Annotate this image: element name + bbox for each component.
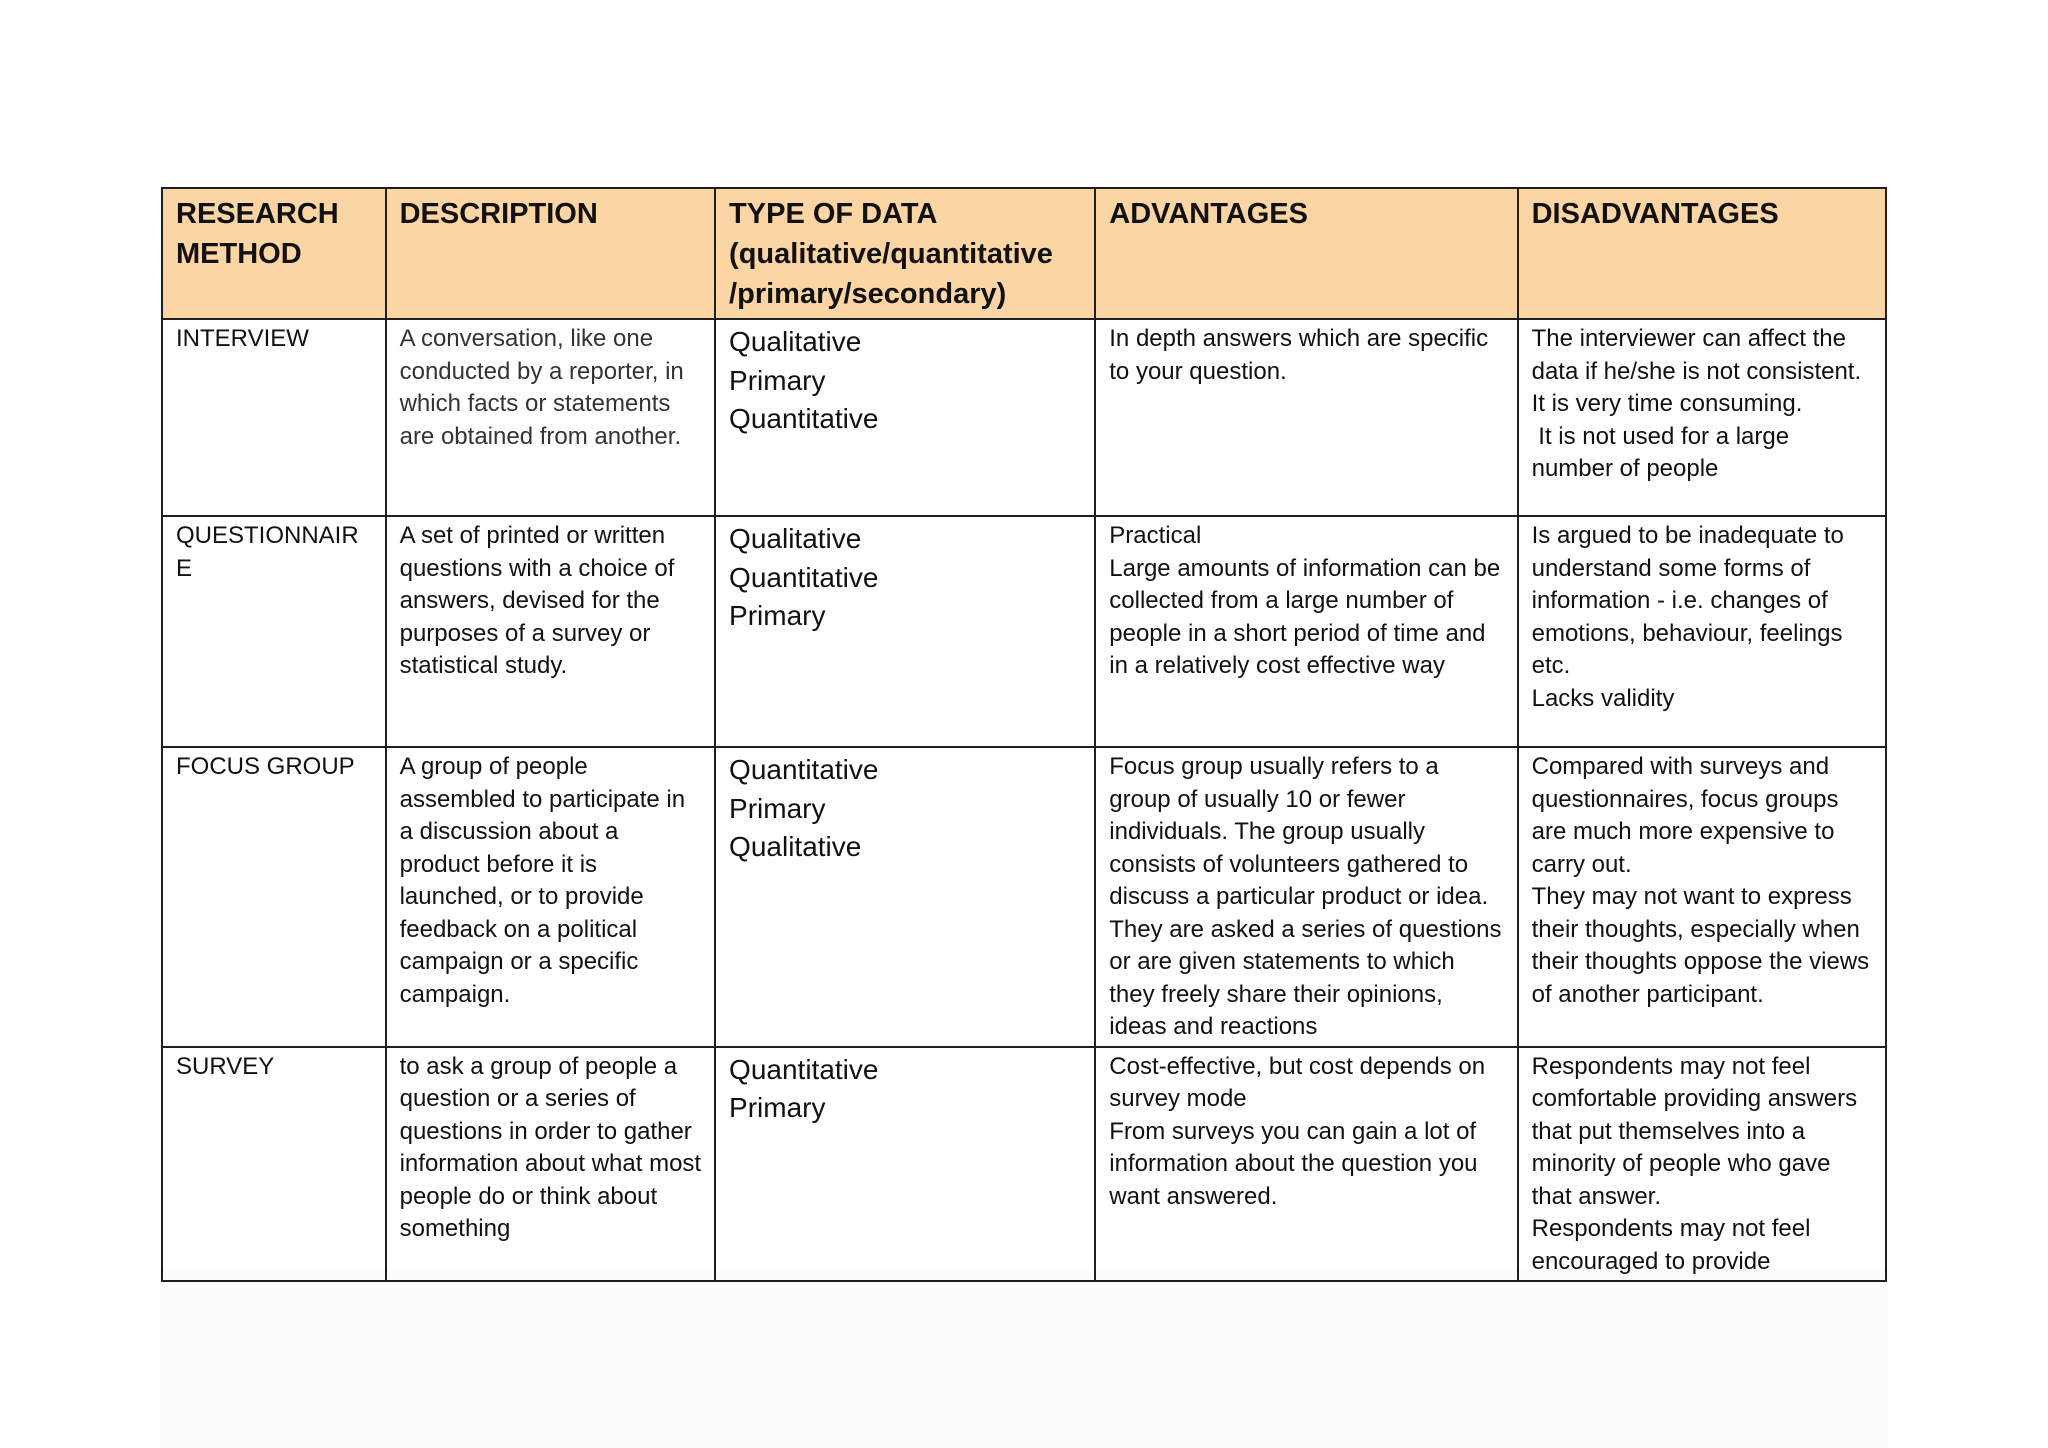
type-item: Primary: [729, 1092, 826, 1123]
advantage-item: Cost-effective, but cost depends on survey mode: [1109, 1052, 1492, 1112]
type-item: Primary: [729, 364, 826, 396]
cell-description: A set of printed or written questions with a choice of answers, devised for the purposes of a survey or statistical study.: [386, 516, 715, 747]
type-item: Quantitative: [729, 561, 879, 593]
table-row: [162, 1047, 1886, 1282]
cell-type-of-data: [715, 1047, 1095, 1282]
research-methods-table: [161, 187, 1887, 1282]
type-item: Primary: [729, 600, 826, 631]
advantage-item: Large amounts of information can be collected from a large number of people in a short period of time and in a relatively cost effective way: [1109, 554, 1507, 679]
cell-type-of-data: [715, 319, 1095, 516]
table-header-row: [162, 188, 1886, 319]
cell-advantages: [1095, 747, 1517, 1047]
table-row: [162, 319, 1886, 516]
cell-advantages: [1095, 1047, 1517, 1282]
advantage-item: Practical: [1109, 522, 1202, 549]
cell-method: INTERVIEW: [162, 319, 386, 516]
cell-disadvantages: [1518, 747, 1886, 1047]
header-type-of-data: [715, 188, 1095, 319]
cell-description: A conversation, like one conducted by a reporter, in which facts or statements are obtained from another.: [386, 319, 715, 516]
disadvantage-item: Is argued to be inadequate to understand some forms of information - i.e. changes of emotions, behaviour, feelings etc.: [1531, 522, 1851, 679]
table-row: [162, 747, 1886, 1047]
cell-description: to ask a group of people a question or a series of questions in order to gather information about what most people do or think about something: [386, 1047, 715, 1282]
disadvantage-item: Compared with surveys and questionnaires, focus groups are much more expensive to carry out.: [1531, 753, 1846, 878]
page-bottom-shade: [160, 1268, 1888, 1448]
type-item: Quantitative: [729, 403, 879, 434]
header-disadvantages: DISADVANTAGES: [1518, 188, 1886, 319]
cell-advantages: [1095, 516, 1517, 747]
type-item: Qualitative: [729, 523, 862, 554]
advantage-item: In depth answers which are specific to your question.: [1109, 325, 1495, 385]
header-description: DESCRIPTION: [386, 188, 715, 319]
disadvantage-item: Lacks validity: [1531, 684, 1675, 712]
header-type-line: /primary/secondary): [729, 278, 1007, 310]
cell-advantages: [1095, 319, 1517, 516]
disadvantage-item: They may not want to express their thoughts, especially when their thoughts oppose the views of another participant.: [1531, 883, 1876, 1008]
cell-method: QUESTIONNAIRE: [162, 516, 386, 747]
advantage-item: Focus group usually refers to a group of usually 10 or fewer individuals. The group usually consists of volunteers gathered to discuss a particular product or idea. They are asked a series of questions or are given statements to which they freely share their opinions, ideas and reactions: [1109, 753, 1509, 1040]
table-row: [162, 516, 1886, 747]
header-type-line: TYPE OF DATA: [729, 198, 938, 230]
cell-disadvantages: [1518, 516, 1886, 747]
disadvantage-item: It is very time consuming.: [1531, 390, 1803, 417]
cell-method: FOCUS GROUP: [162, 747, 386, 1047]
cell-type-of-data: [715, 747, 1095, 1047]
disadvantage-item: Respondents may not feel comfortable providing answers that put themselves into a minority of people who gave that answer.: [1531, 1052, 1864, 1210]
type-item: Quantitative: [729, 1053, 879, 1085]
header-research-method: RESEARCH METHOD: [162, 188, 386, 319]
header-type-line: (qualitative/quantitative: [729, 238, 1053, 270]
advantage-item: From surveys you can gain a lot of information about the question you want answered.: [1109, 1117, 1485, 1210]
cell-disadvantages: [1518, 1047, 1886, 1282]
cell-type-of-data: [715, 516, 1095, 747]
disadvantage-item: The interviewer can affect the data if he/she is not consistent.: [1531, 325, 1862, 385]
disadvantage-item: Respondents may not feel encouraged to provide: [1531, 1215, 1818, 1275]
type-item: Primary: [729, 792, 826, 824]
type-item: Quantitative: [729, 754, 879, 785]
cell-method: SURVEY: [162, 1047, 386, 1282]
header-advantages: ADVANTAGES: [1095, 188, 1517, 319]
disadvantage-item: It is not used for a large number of people: [1531, 422, 1796, 482]
cell-description: A group of people assembled to participate in a discussion about a product before it is launched, or to provide feedback on a political campaign or a specific campaign.: [386, 747, 715, 1047]
cell-disadvantages: [1518, 319, 1886, 516]
type-item: Qualitative: [729, 831, 862, 862]
type-item: Qualitative: [729, 326, 862, 357]
